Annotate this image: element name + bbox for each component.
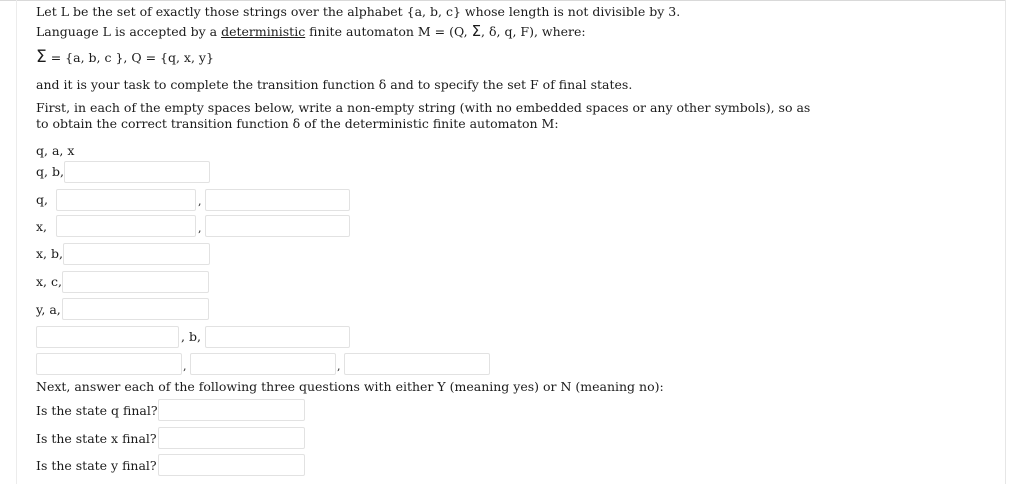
q-final-label: Is the state q final? <box>36 403 158 418</box>
problem-line-1: Let L be the set of exactly those strings over the alphabet {a, b, c} whose length is not divisible by 3. <box>36 4 681 19</box>
sigma-definition <box>36 47 214 67</box>
row9-input-2[interactable] <box>190 353 336 375</box>
row-q-b-label: q, b, <box>36 164 64 179</box>
row-x-label: x, <box>36 219 48 234</box>
y-final-input[interactable] <box>158 454 305 476</box>
top-divider <box>0 0 1006 1</box>
x-transition-input-1[interactable] <box>56 215 196 237</box>
q-transition-input-1[interactable] <box>56 189 196 211</box>
sigma-symbol: Σ <box>471 22 482 40</box>
row9-input-3[interactable] <box>344 353 490 375</box>
line2-mid: finite automaton M = (Q, <box>305 24 472 39</box>
instructions-line-1: First, in each of the empty spaces below, write a non-empty string (with no embedded spaces or any other symbols), so as <box>36 100 811 115</box>
deterministic-term: deterministic <box>221 24 306 39</box>
row-q-a-x-label: q, a, x <box>36 143 75 158</box>
line2-suffix: , δ, q, F), where: <box>481 24 586 39</box>
x-c-input[interactable] <box>62 271 209 293</box>
left-border <box>16 0 17 484</box>
row8-label: , b, <box>181 329 201 344</box>
problem-line-2 <box>36 24 586 39</box>
q-transition-input-2[interactable] <box>205 189 350 211</box>
y-final-label: Is the state y final? <box>36 458 157 473</box>
row8-input-1[interactable] <box>36 326 179 348</box>
sigma-def-symbol: Σ <box>36 47 47 67</box>
row-y-a-label: y, a, <box>36 302 61 317</box>
comma-separator: , <box>183 360 187 373</box>
row-x-c-label: x, c, <box>36 274 62 289</box>
row-q-label: q, <box>36 192 48 207</box>
task-line: and it is your task to complete the transition function δ and to specify the set F of final states. <box>36 77 633 92</box>
comma-separator: , <box>337 360 341 373</box>
q-b-input[interactable] <box>64 161 210 183</box>
x-final-label: Is the state x final? <box>36 431 157 446</box>
x-b-input[interactable] <box>63 243 210 265</box>
sigma-def-rest: = {a, b, c }, Q = {q, x, y} <box>46 50 214 65</box>
comma-separator: , <box>198 222 202 235</box>
x-final-input[interactable] <box>158 427 305 449</box>
instructions-line-2: to obtain the correct transition function δ of the deterministic finite automaton M: <box>36 116 559 131</box>
right-border <box>1005 0 1006 484</box>
row-x-b-label: x, b, <box>36 246 63 261</box>
line2-prefix: Language L is accepted by a <box>36 24 222 39</box>
row9-input-1[interactable] <box>36 353 182 375</box>
y-a-input[interactable] <box>62 298 209 320</box>
comma-separator: , <box>198 195 202 208</box>
q-final-input[interactable] <box>158 399 305 421</box>
questions-intro: Next, answer each of the following three questions with either Y (meaning yes) or N (meaning no): <box>36 379 664 394</box>
x-transition-input-2[interactable] <box>205 215 350 237</box>
row8-input-2[interactable] <box>205 326 350 348</box>
